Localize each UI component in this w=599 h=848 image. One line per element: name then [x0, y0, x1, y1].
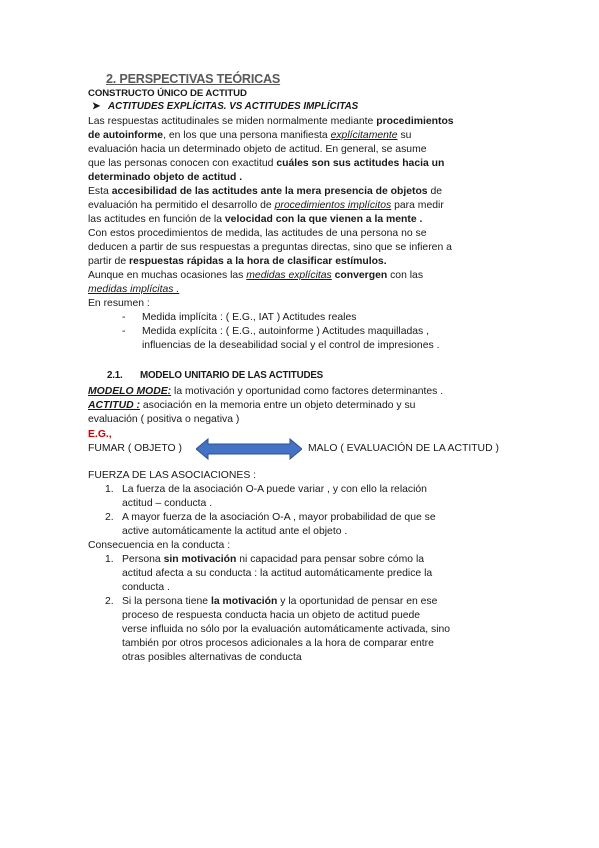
actitud-line1: ACTITUD : asociación en la memoria entre un objeto determinado y su	[88, 400, 416, 411]
resumen-dash-1: -	[122, 312, 126, 323]
eg-label: E.G.,	[88, 429, 112, 440]
cons-item-1-l1: Persona sin motivación ni capacidad para pensar sobre cómo la	[122, 554, 425, 565]
para3-line1: Con estos procedimientos de medida, las actitudes de una persona no se	[88, 228, 427, 239]
cons-item-2-l5: otras posibles alternativas de conducta	[122, 652, 302, 663]
resumen-item-2-cont: influencias de la deseabilidad social y el control de impresiones .	[142, 340, 440, 351]
section-title: MODELO UNITARIO DE LAS ACTITUDES	[140, 370, 324, 381]
para1-line5: determinado objeto de actitud .	[88, 172, 243, 183]
fuerza-item-1-l1: La fuerza de la asociación O-A puede variar , y con ello la relación	[122, 484, 427, 495]
para1-line2: de autoinforme, en los que una persona manifiesta explícitamente su	[88, 130, 412, 141]
double-arrow-icon	[196, 438, 302, 460]
para1-line1: Las respuestas actitudinales se miden normalmente mediante procedimientos	[88, 116, 454, 127]
actitud-line2: evaluación ( positiva o negativa )	[88, 414, 240, 425]
cons-item-2-l2: proceso de respuesta conducta hacia un objeto de actitud puede	[122, 610, 421, 621]
resumen-label: En resumen :	[88, 298, 150, 309]
resumen-item-2: Medida explícita : ( E.G., autoinforme ) Actitudes maquilladas ,	[142, 326, 430, 337]
arrow-bullet-icon: ➤	[92, 101, 101, 112]
subheading: CONSTRUCTO ÚNICO DE ACTITUD	[88, 88, 247, 99]
para2-line3: las actitudes en función de la velocidad con la que vienen a la mente .	[88, 214, 423, 225]
para4-line2: medidas implícitas .	[88, 284, 180, 295]
para4-line1: Aunque en muchas ocasiones las medidas explícitas convergen con las	[88, 270, 424, 281]
fuerza-item-1-l2: actitud – conducta .	[122, 498, 213, 509]
model-mode-line: MODELO MODE: la motivación y oportunidad como factores determinantes .	[88, 386, 444, 397]
cons-item-1-l2: actitud afecta a su conducta : la actitud automáticamente predice la	[122, 568, 433, 579]
cons-item-2-l3: verse influida no sólo por la evaluación automáticamente activada, sino	[122, 624, 451, 635]
bullet-title: ➤ ACTITUDES EXPLÍCITAS. VS ACTITUDES IMPLÍCITAS	[92, 101, 359, 112]
section-heading: 2. PERSPECTIVAS TEÓRICAS	[106, 72, 281, 86]
resumen-dash-2: -	[122, 326, 126, 337]
para2-line2: evaluación ha permitido el desarrollo de procedimientos implícitos para medir	[88, 200, 444, 211]
cons-num-1: 1.	[105, 554, 114, 565]
cons-num-2: 2.	[105, 596, 114, 607]
para3-line2: deducen a partir de sus respuestas a preguntas directas, sino que se infieren a	[88, 242, 452, 253]
fuerza-label: FUERZA DE LAS ASOCIACIONES :	[88, 470, 257, 481]
consecuencia-label: Consecuencia en la conducta :	[88, 540, 231, 551]
para2-line1: Esta accesibilidad de las actitudes ante la mera presencia de objetos de	[88, 186, 443, 197]
para1-line4: que las personas conocen con exactitud cuáles son sus actitudes hacia un	[88, 158, 445, 169]
cons-item-2-l4: también por otros procesos adicionales a la hora de comparar entre	[122, 638, 434, 649]
arrow-left-label: FUMAR ( OBJETO )	[88, 443, 182, 454]
section-number: 2.1.	[107, 370, 123, 381]
fuerza-num-2: 2.	[105, 512, 114, 523]
para3-line3: partir de respuestas rápidas a la hora de clasificar estímulos.	[88, 256, 387, 267]
fuerza-item-2-l1: A mayor fuerza de la asociación O-A , mayor probabilidad de que se	[122, 512, 436, 523]
fuerza-num-1: 1.	[105, 484, 114, 495]
arrow-right-label: MALO ( EVALUACIÓN DE LA ACTITUD )	[308, 443, 499, 454]
fuerza-item-2-l2: active automáticamente la actitud ante el objeto .	[122, 526, 348, 537]
resumen-item-1: Medida implícita : ( E.G., IAT ) Actitudes reales	[142, 312, 357, 323]
cons-item-2-l1: Si la persona tiene la motivación y la oportunidad de pensar en ese	[122, 596, 438, 607]
para1-line3: evaluación hacia un determinado objeto de actitud. En general, se asume	[88, 144, 427, 155]
cons-item-1-l3: conducta .	[122, 582, 170, 593]
